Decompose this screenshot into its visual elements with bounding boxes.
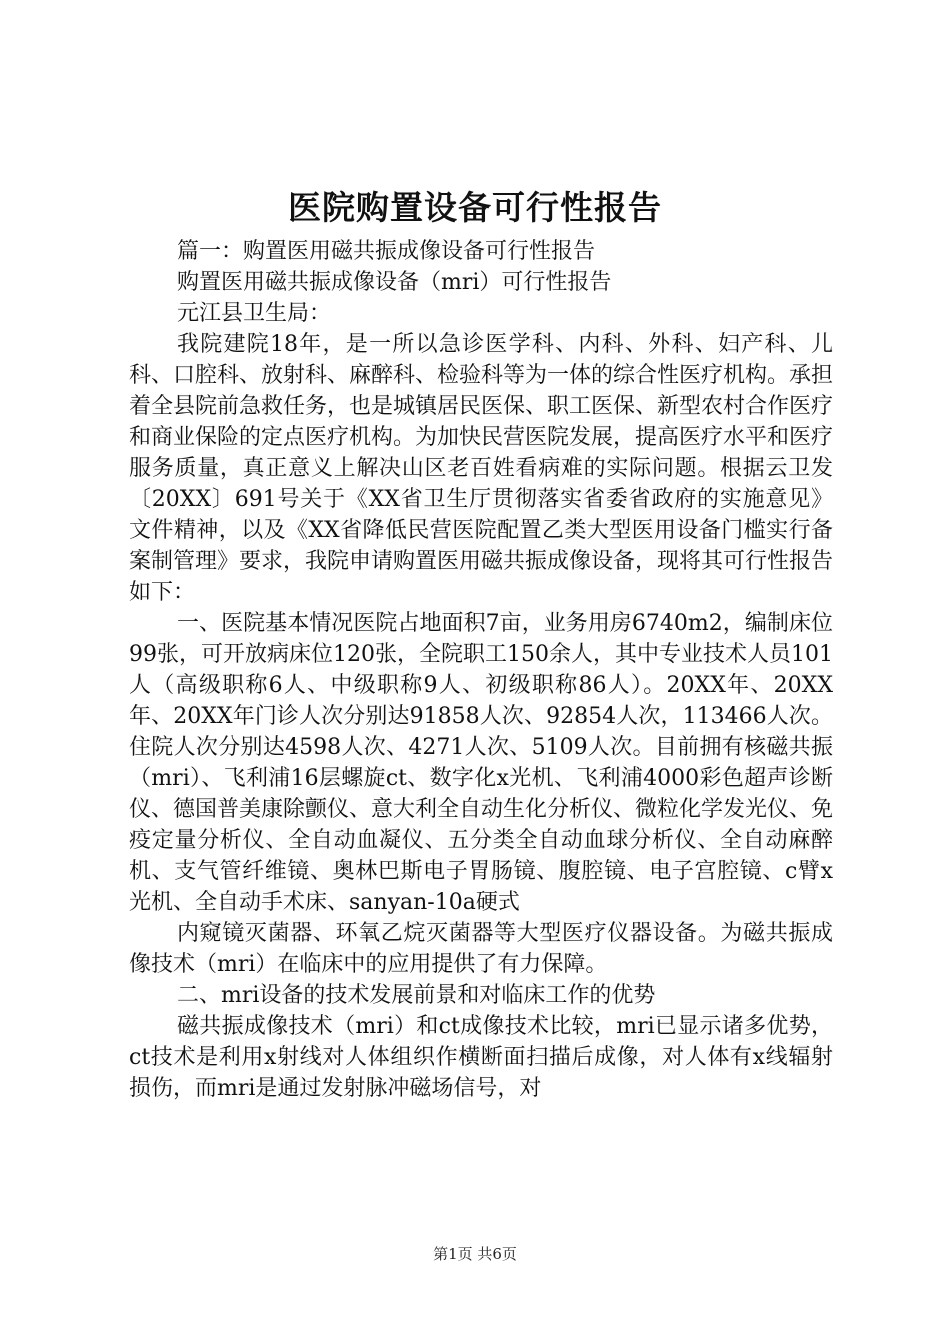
document-body	[129, 236, 833, 1104]
paragraph-hospital-info: 一、医院基本情况医院占地面积7亩，业务用房6740m2，编制床位99张，可开放病床位120张，全院职工150余人，其中专业技术人员101人（高级职称6人、中级职称9人、初级职称86人）。20XX年、20XX年、20XX年门诊人次分别达91858人次、92854人次，113466人次。住院人次分别达4598人次、4271人次、5109人次。目前拥有核磁共振（mri）、飞利浦16层螺旋ct、数字化x光机、飞利浦4000彩色超声诊断仪、德国普美康除颤仪、意大利全自动生化分析仪、微粒化学发光仪、免疫定量分析仪、全自动血凝仪、五分类全自动血球分析仪、全自动麻醉机、支气管纤维镜、奥林巴斯电子胃肠镜、腹腔镜、电子宫腔镜、c臂x光机、全自动手术床、sanyan-10a硬式	[129, 611, 834, 915]
page-number: 第1页 共6页	[433, 1245, 517, 1263]
paragraph-mri-advantages: 磁共振成像技术（mri）和ct成像技术比较，mri已显示诸多优势，ct技术是利用x射线对人体组织作横断面扫描后成像，对人体有x线辐射损伤，而mri是通过发射脉冲磁场信号，对	[129, 1014, 833, 1101]
section-heading: 篇一：购置医用磁共振成像设备可行性报告	[177, 239, 596, 264]
report-subtitle: 购置医用磁共振成像设备（mri）可行性报告	[177, 270, 612, 295]
document-title: 医院购置设备可行性报告	[288, 188, 662, 227]
paragraph-equipment: 内窥镜灭菌器、环氧乙烷灭菌器等大型医疗仪器设备。为磁共振成像技术（mri）在临床中的应用提供了有力保障。	[129, 921, 833, 977]
paragraph-intro: 我院建院18年，是一所以急诊医学科、内科、外科、妇产科、儿科、口腔科、放射科、麻醉科、检验科等为一体的综合性医疗机构。承担着全县院前急救任务，也是城镇居民医保、职工医保、新型农村合作医疗和商业保险的定点医疗机构。为加快民营医院发展，提高医疗水平和医疗服务质量，真正意义上解决山区老百姓看病难的实际问题。根据云卫发〔20XX〕691号关于《XX省卫生厅贯彻落实省委省政府的实施意见》文件精神，以及《XX省降低民营医院配置乙类大型医用设备门槛实行备案制管理》要求，我院申请购置医用磁共振成像设备，现将其可行性报告如下：	[129, 332, 834, 605]
addressee: 元江县卫生局：	[177, 301, 332, 326]
section-heading-mri: 二、mri设备的技术发展前景和对临床工作的优势	[177, 983, 656, 1008]
